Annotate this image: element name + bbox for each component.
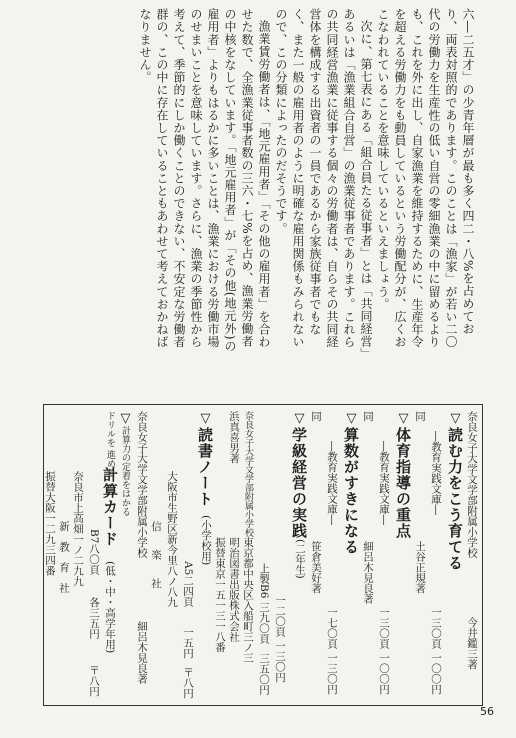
ad-publisher-3-address: 奈良市上高畑一ノ二九九 — [72, 471, 84, 587]
page-number: 56 — [480, 705, 494, 718]
ad-book-3-title-line — [338, 411, 358, 699]
ad-book-2-title: ▽体育指導の重点 — [394, 411, 412, 539]
ad-book-1-title-line — [442, 411, 462, 699]
ad-book-4-price-line: 一二〇頁 一三〇円 — [274, 595, 286, 683]
ad-book-3-author-line: 同 細呂木見良著 — [362, 411, 374, 604]
ad-book-6-author-line — [212, 411, 226, 699]
ad-book-4-title: ▽学級経営の実践 — [290, 411, 308, 539]
ad-publisher-1-account: 振替東京一五一三一八番 — [214, 537, 226, 653]
body-text — [46, 8, 476, 360]
ad-book-6-title-line: ▽読書ノート (小学校用) — [196, 411, 214, 566]
ad-book-6-author: 浜真喜男著 — [228, 411, 240, 464]
paragraph-1: 六―二五才」の少青年層が最も多く四二・八%を占めており、両表対照的であります。このことは「漁家」が若い二〇代の労働力を生産性の低い自営の零細漁業の中に留めるよりも、これを外に出し、自家漁業を維持するために、生産年令を超える労働力をも動員しているという労働配分が、広くおこなわれていることを意味しているといえましょう。 — [376, 8, 475, 349]
ad-book-3-series-line: ―教育実践文庫― 一七〇頁 一三〇円 — [326, 441, 338, 695]
ad-publisher-2-name: 信楽社 — [150, 521, 162, 607]
advertisement-box — [43, 404, 483, 706]
paragraph-2: 次に、第七表にある「組合員たる従事者」とは「共同経営」あるいは「漁業組合自営」の漁業従事者であります。これらの共同経営漁業に従事する個々の労働者は、自らその共同経営体を構成する出資者の一員であるから家族従事者でもなく、また一般の雇用者のように明確な雇用関係もみられないので、この分類によったのだそうです。 — [274, 8, 373, 355]
ad-book-7-publisher-line: 奈良女子大学文学部附属小学校 細呂木見良著 — [136, 411, 148, 684]
ad-book-6-publisher-line: 奈良女子大学文学部附属小学校 — [243, 411, 253, 537]
ad-book-7-price-line: B7八〇頁 各三五円 〒八円 — [88, 529, 100, 697]
ad-book-7-title-line: ドリルを 進める 計算カード (低・中・高学年用) — [101, 411, 119, 654]
ad-book-2-series-line: ―教育実践文庫― 一三〇頁 一〇〇円 — [378, 441, 390, 695]
ad-publisher-2-address: 大阪市生野区新今里八ノ八九 — [166, 471, 178, 608]
paragraph-3: 漁業賃労働者は、「地元雇用者」「その他の雇用者」を合わせた数で、全漁業従事者数の三六・七%を占め、漁業労働者の中核をなしています。「地元雇用者」が「その他(地元外)の雇用者」よりもはるかに多いことは、漁業における労働市場のせまいことを意味しています。さらに、漁業の季節性から考えて、季節的にしか働くことのできない、不安定な労働者群の、この中に存在していることもあわせて考えておかねばなりません。 — [138, 8, 271, 353]
ad-publisher-3-name: 新教育社 — [58, 521, 70, 603]
ad-book-4-title-line: ▽学級経営の実践 (二年生) — [290, 411, 308, 579]
ad-book-5-spec-line: 上製B6 三九〇頁 三五〇円 — [258, 563, 270, 695]
ad-book-7-notes — [116, 411, 132, 699]
ad-book-7-title: 計算カード — [101, 467, 119, 547]
ad-publisher-1-name: 明治図書出版株式会社 — [228, 537, 240, 642]
ad-book-1-title: ▽読む力をこう育てる — [446, 411, 464, 571]
ad-book-4-author-line: 同 笹倉美好著 — [310, 411, 322, 594]
ad-book-6-title: ▽読書ノート — [196, 411, 214, 507]
ad-publisher-1-address: 東京都中央区入船町三ノ三 — [242, 537, 254, 663]
ad-publisher-3-account: 振替大阪一二九三四番 — [44, 471, 56, 576]
ad-book-1-series-line: ―教育実践文庫― 一三〇頁 一〇〇円 — [430, 431, 442, 695]
ad-book-7-note: ▽計算力の定着をはかる — [118, 411, 133, 516]
ad-book-2-author-line: 同 土谷正規著 — [414, 411, 426, 594]
ad-book-1-publisher-line: 奈良女子大学文学部附属小学校 今井鑑三著 — [466, 411, 478, 670]
ad-book-2-title-line — [390, 411, 410, 699]
ad-book-6-price-line: A5二四頁 一五円 〒八円 — [182, 561, 194, 699]
ad-book-3-title: ▽算数がすきになる — [342, 411, 360, 555]
